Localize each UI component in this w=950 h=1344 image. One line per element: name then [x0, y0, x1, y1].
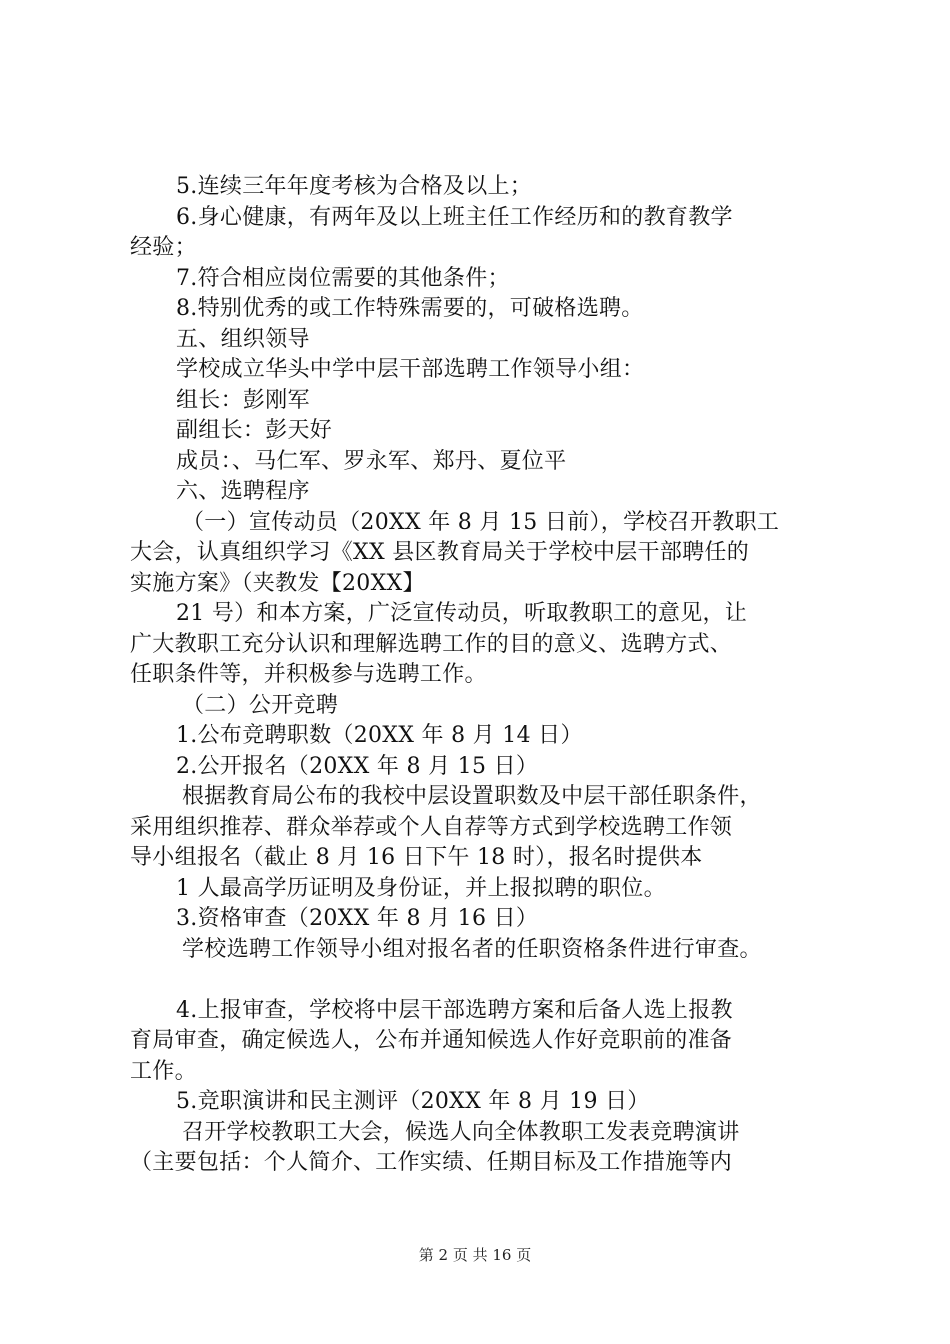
- page-number-label: 第 2 页 共 16 页: [418, 1246, 532, 1264]
- paragraph-line: 3.资格审查（20XX 年 8 月 16 日）: [176, 906, 539, 931]
- paragraph-line: 21 号）和本方案，广泛宣传动员，听取教职工的意见，让: [176, 601, 748, 626]
- paragraph-line: 7.符合相应岗位需要的其他条件；: [176, 265, 510, 291]
- paragraph-line: 任职条件等，并积极参与选聘工作。: [130, 662, 487, 687]
- paragraph-line: 1 人最高学历证明及身份证，并上报拟聘的职位。: [176, 875, 666, 901]
- paragraph-line: 广大教职工充分认识和理解选聘工作的目的意义、选聘方式、: [130, 631, 733, 657]
- paragraph-line: 召开学校教职工大会，候选人向全体教职工发表竞聘演讲: [182, 1119, 740, 1145]
- paragraph-line: 6.身心健康，有两年及以上班主任工作经历和的教育教学: [176, 204, 733, 230]
- paragraph-line: （一）宣传动员（20XX 年 8 月 15 日前），学校召开教职工: [182, 509, 780, 535]
- paragraph-line: 经验；: [130, 235, 197, 260]
- section-heading: 五、组织领导: [176, 326, 310, 352]
- paragraph-line: 根据教育局公布的我校中层设置职数及中层干部任职条件，: [182, 784, 762, 809]
- paragraph-line: 育局审查，确定候选人，公布并通知候选人作好竞职前的准备: [130, 1028, 733, 1053]
- paragraph-line: 导小组报名（截止 8 月 16 日下午 18 时），报名时提供本: [130, 845, 703, 870]
- paragraph-line: 副组长：彭天好: [176, 418, 333, 443]
- paragraph-line: 4.上报审查，学校将中层干部选聘方案和后备人选上报教: [176, 997, 733, 1023]
- paragraph-line: 学校选聘工作领导小组对报名者的任职资格条件进行审查。: [182, 936, 762, 962]
- paragraph-line: 成员：、马仁军、罗永军、郑丹、夏位平: [176, 448, 567, 474]
- paragraph-line: 1.公布竞聘职数（20XX 年 8 月 14 日）: [176, 723, 583, 748]
- subsection-heading: （二）公开竞聘: [182, 692, 339, 718]
- page-footer: [0, 1244, 950, 1265]
- paragraph-line: （主要包括：个人简介、工作实绩、任期目标及工作措施等内: [130, 1150, 733, 1175]
- paragraph-line: 学校成立华头中学中层干部选聘工作领导小组：: [176, 357, 645, 382]
- paragraph-line: 工作。: [130, 1058, 197, 1084]
- paragraph-line: 采用组织推荐、群众举荐或个人自荐等方式到学校选聘工作领: [130, 814, 733, 840]
- paragraph-line: 5.连续三年年度考核为合格及以上；: [176, 174, 533, 199]
- paragraph-line: 5.竞职演讲和民主测评（20XX 年 8 月 19 日）: [176, 1089, 650, 1114]
- paragraph-line: 2.公开报名（20XX 年 8 月 15 日）: [176, 753, 539, 779]
- blank-line: [130, 965, 830, 996]
- paragraph-line: 8.特别优秀的或工作特殊需要的，可破格选聘。: [176, 296, 644, 321]
- paragraph-line: 实施方案》（夹教发【20XX】: [130, 570, 425, 596]
- paragraph-line: 组长：彭刚军: [176, 387, 310, 413]
- section-heading: 六、选聘程序: [176, 479, 310, 504]
- document-body: [130, 172, 830, 1179]
- paragraph-line: 大会，认真组织学习《XX 县区教育局关于学校中层干部聘任的: [130, 540, 750, 565]
